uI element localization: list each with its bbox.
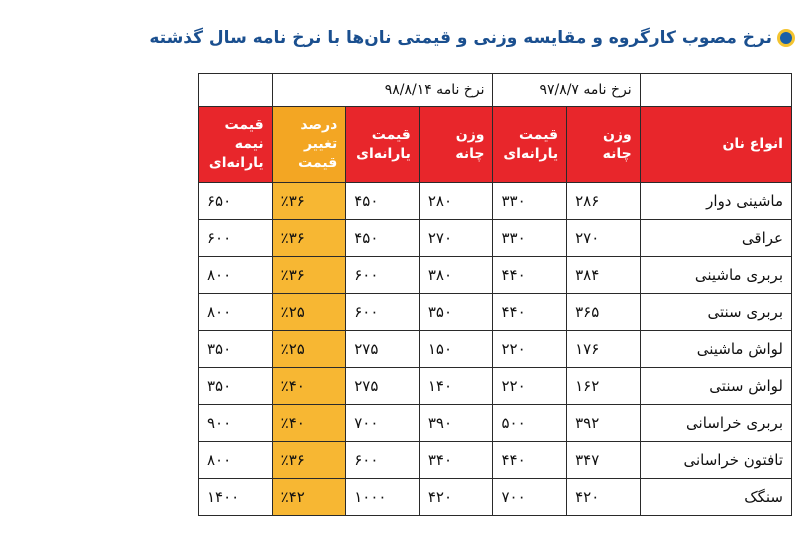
cell-value: ۴۲۰ bbox=[419, 479, 493, 516]
cell-value: ۶۵۰ bbox=[199, 183, 273, 220]
cell-value: ۳۶۵ bbox=[567, 294, 641, 331]
cell-value: ۱۴۰۰ bbox=[199, 479, 273, 516]
cell-value: ۳۵۰ bbox=[199, 331, 273, 368]
cell-bread-name: تافتون خراسانی bbox=[640, 442, 791, 479]
cell-percent: ٪۳۶ bbox=[272, 257, 346, 294]
cell-value: ۱۴۰ bbox=[419, 368, 493, 405]
cell-value: ۱۷۶ bbox=[567, 331, 641, 368]
cell-value: ۴۴۰ bbox=[493, 442, 567, 479]
cell-bread-name: لواش سنتی bbox=[640, 368, 791, 405]
col-header-percent-change: درصد تغییر قیمت bbox=[272, 107, 346, 183]
cell-value: ۴۴۰ bbox=[493, 257, 567, 294]
title-row bbox=[149, 22, 792, 54]
bullet-icon bbox=[780, 32, 792, 44]
table-row bbox=[199, 442, 792, 479]
cell-value: ۴۴۰ bbox=[493, 294, 567, 331]
cell-value: ۷۰۰ bbox=[346, 405, 420, 442]
column-header-row bbox=[199, 107, 792, 183]
cell-percent: ٪۴۰ bbox=[272, 405, 346, 442]
cell-value: ۳۹۲ bbox=[567, 405, 641, 442]
cell-value: ۶۰۰ bbox=[346, 442, 420, 479]
table-row bbox=[199, 479, 792, 516]
cell-value: ۶۰۰ bbox=[346, 257, 420, 294]
col-header-price-new: قیمت یارانه‌ای bbox=[346, 107, 420, 183]
cell-percent: ٪۳۶ bbox=[272, 183, 346, 220]
cell-value: ۲۲۰ bbox=[493, 331, 567, 368]
cell-value: ۲۸۶ bbox=[567, 183, 641, 220]
cell-bread-name: سنگک bbox=[640, 479, 791, 516]
col-header-bread-type: انواع نان bbox=[640, 107, 791, 183]
col-header-semi-subsidized: قیمت نیمه یارانه‌ای bbox=[199, 107, 273, 183]
cell-value: ۳۸۰ bbox=[419, 257, 493, 294]
cell-value: ۲۸۰ bbox=[419, 183, 493, 220]
cell-percent: ٪۲۵ bbox=[272, 331, 346, 368]
page-title: نرخ مصوب کارگروه و مقایسه وزنی و قیمتی نان‌ها با نرخ نامه سال گذشته bbox=[149, 28, 772, 48]
cell-value: ۸۰۰ bbox=[199, 294, 273, 331]
table-row bbox=[199, 183, 792, 220]
cell-value: ۶۰۰ bbox=[346, 294, 420, 331]
group-header-empty-2 bbox=[199, 74, 273, 107]
group-header-1398: نرخ نامه ۹۸/۸/۱۴ bbox=[272, 74, 493, 107]
table-row bbox=[199, 405, 792, 442]
cell-value: ۴۲۰ bbox=[567, 479, 641, 516]
group-header-empty bbox=[640, 74, 791, 107]
cell-percent: ٪۳۶ bbox=[272, 220, 346, 257]
col-header-weight-new: وزن چانه bbox=[419, 107, 493, 183]
cell-value: ۴۵۰ bbox=[346, 183, 420, 220]
cell-value: ۲۷۰ bbox=[567, 220, 641, 257]
cell-bread-name: لواش ماشینی bbox=[640, 331, 791, 368]
cell-bread-name: بربری خراسانی bbox=[640, 405, 791, 442]
table-row bbox=[199, 294, 792, 331]
cell-value: ۳۴۷ bbox=[567, 442, 641, 479]
cell-value: ۱۶۲ bbox=[567, 368, 641, 405]
table-row bbox=[199, 368, 792, 405]
cell-value: ۹۰۰ bbox=[199, 405, 273, 442]
cell-value: ۱۵۰ bbox=[419, 331, 493, 368]
col-header-weight-old: وزن چانه bbox=[567, 107, 641, 183]
table-row bbox=[199, 257, 792, 294]
cell-value: ۳۵۰ bbox=[199, 368, 273, 405]
group-header-1397: نرخ نامه ۹۷/۸/۷ bbox=[493, 74, 640, 107]
cell-value: ۳۴۰ bbox=[419, 442, 493, 479]
col-header-price-old: قیمت یارانه‌ای bbox=[493, 107, 567, 183]
cell-value: ۳۵۰ bbox=[419, 294, 493, 331]
cell-value: ۱۰۰۰ bbox=[346, 479, 420, 516]
cell-value: ۳۳۰ bbox=[493, 220, 567, 257]
cell-value: ۳۹۰ bbox=[419, 405, 493, 442]
cell-value: ۲۷۵ bbox=[346, 368, 420, 405]
cell-value: ۲۷۵ bbox=[346, 331, 420, 368]
cell-bread-name: ماشینی دوار bbox=[640, 183, 791, 220]
group-header-row bbox=[199, 74, 792, 107]
cell-value: ۳۸۴ bbox=[567, 257, 641, 294]
cell-value: ۸۰۰ bbox=[199, 442, 273, 479]
cell-value: ۵۰۰ bbox=[493, 405, 567, 442]
table-row bbox=[199, 331, 792, 368]
cell-value: ۴۵۰ bbox=[346, 220, 420, 257]
cell-percent: ٪۴۲ bbox=[272, 479, 346, 516]
cell-value: ۸۰۰ bbox=[199, 257, 273, 294]
cell-value: ۳۳۰ bbox=[493, 183, 567, 220]
cell-value: ۲۲۰ bbox=[493, 368, 567, 405]
cell-bread-name: بربری سنتی bbox=[640, 294, 791, 331]
cell-percent: ٪۴۰ bbox=[272, 368, 346, 405]
bread-price-table bbox=[198, 73, 792, 516]
cell-percent: ٪۳۶ bbox=[272, 442, 346, 479]
cell-bread-name: عراقی bbox=[640, 220, 791, 257]
table-row bbox=[199, 220, 792, 257]
cell-bread-name: بربری ماشینی bbox=[640, 257, 791, 294]
cell-value: ۷۰۰ bbox=[493, 479, 567, 516]
cell-value: ۲۷۰ bbox=[419, 220, 493, 257]
cell-value: ۶۰۰ bbox=[199, 220, 273, 257]
cell-percent: ٪۲۵ bbox=[272, 294, 346, 331]
